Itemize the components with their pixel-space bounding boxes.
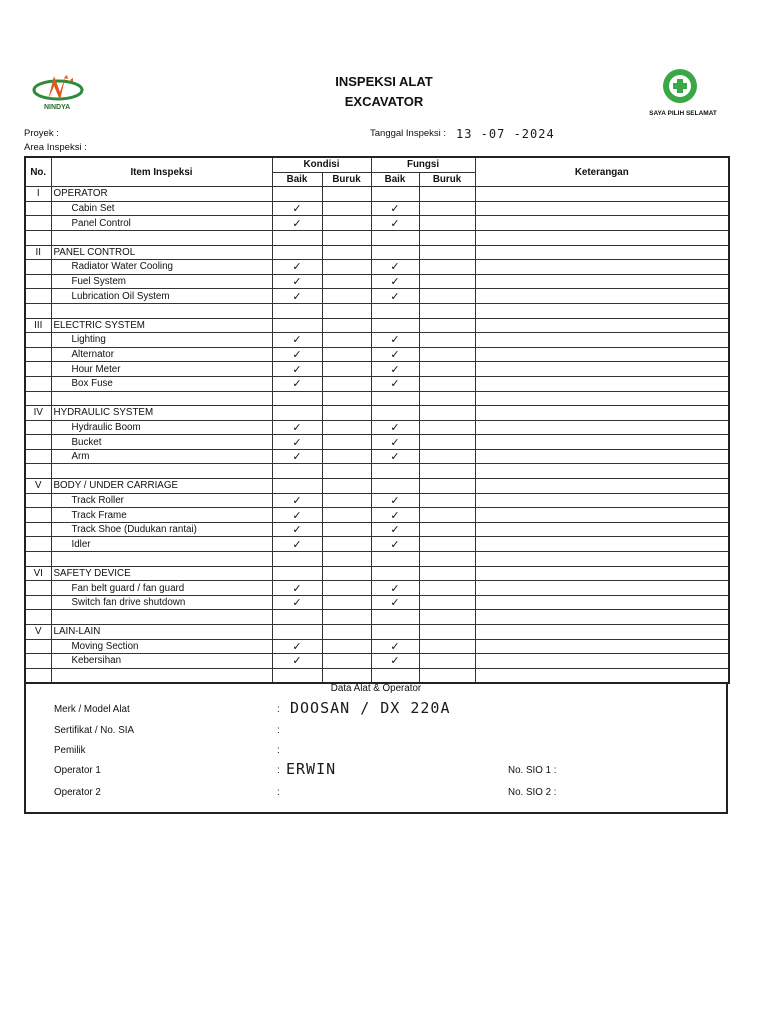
check-mark-icon: ✓	[272, 654, 322, 669]
row-item	[51, 552, 272, 567]
kondisi-baik-cell	[272, 406, 322, 421]
kondisi-baik-cell	[272, 318, 322, 333]
header-kondisi-baik: Baik	[272, 172, 322, 187]
fungsi-buruk-cell	[419, 566, 475, 581]
form-title-line2: EXCAVATOR	[344, 94, 424, 109]
row-item: Radiator Water Cooling	[51, 260, 272, 275]
check-mark-icon: ✓	[371, 449, 419, 464]
row-keterangan	[475, 566, 729, 581]
kondisi-buruk-cell	[322, 347, 371, 362]
fungsi-buruk-cell	[419, 376, 475, 391]
blank-row	[25, 230, 729, 245]
check-mark-icon: ✓	[272, 260, 322, 275]
header-fungsi-buruk: Buruk	[419, 172, 475, 187]
blank-row	[25, 303, 729, 318]
check-mark-icon: ✓	[272, 347, 322, 362]
check-mark-icon: ✓	[371, 654, 419, 669]
row-no: I	[25, 187, 51, 202]
row-item: Hydraulic Boom	[51, 420, 272, 435]
sertifikat-label: Sertifikat / No. SIA	[54, 725, 135, 736]
operator2-label: Operator 2	[54, 787, 101, 798]
fungsi-baik-cell	[371, 464, 419, 479]
kondisi-buruk-cell	[322, 581, 371, 596]
fungsi-buruk-cell	[419, 187, 475, 202]
fungsi-baik-cell	[371, 245, 419, 260]
kondisi-baik-cell	[272, 391, 322, 406]
check-mark-icon: ✓	[371, 289, 419, 304]
row-keterangan	[475, 537, 729, 552]
table-row	[25, 654, 729, 669]
row-no: IV	[25, 406, 51, 421]
row-no	[25, 552, 51, 567]
fungsi-buruk-cell	[419, 201, 475, 216]
check-mark-icon: ✓	[371, 201, 419, 216]
row-keterangan	[475, 245, 729, 260]
check-mark-icon: ✓	[371, 581, 419, 596]
row-item: Cabin Set	[51, 201, 272, 216]
kondisi-buruk-cell	[322, 376, 371, 391]
row-keterangan	[475, 654, 729, 669]
fungsi-buruk-cell	[419, 362, 475, 377]
fungsi-buruk-cell	[419, 479, 475, 494]
row-item	[51, 303, 272, 318]
fungsi-baik-cell	[371, 230, 419, 245]
kondisi-baik-cell	[272, 566, 322, 581]
header-fungsi: Fungsi	[371, 157, 475, 172]
operator1-value: ERWIN	[286, 760, 337, 778]
row-keterangan	[475, 508, 729, 523]
row-no	[25, 303, 51, 318]
fungsi-buruk-cell	[419, 333, 475, 348]
header-keterangan: Keterangan	[475, 157, 729, 187]
kondisi-buruk-cell	[322, 289, 371, 304]
row-no	[25, 581, 51, 596]
fungsi-buruk-cell	[419, 595, 475, 610]
row-no	[25, 420, 51, 435]
check-mark-icon: ✓	[371, 216, 419, 231]
section-row	[25, 566, 729, 581]
check-mark-icon: ✓	[371, 639, 419, 654]
fungsi-buruk-cell	[419, 318, 475, 333]
check-mark-icon: ✓	[272, 333, 322, 348]
row-item	[51, 391, 272, 406]
kondisi-baik-cell	[272, 230, 322, 245]
row-keterangan	[475, 303, 729, 318]
row-keterangan	[475, 625, 729, 640]
kondisi-baik-cell	[272, 610, 322, 625]
check-mark-icon: ✓	[371, 595, 419, 610]
row-item: Hour Meter	[51, 362, 272, 377]
tanggal-label: Tanggal Inspeksi :	[370, 128, 447, 139]
inspection-table	[24, 156, 730, 684]
fungsi-baik-cell	[371, 479, 419, 494]
header-kondisi-buruk: Buruk	[322, 172, 371, 187]
safety-logo-text: SAYA PILIH SELAMAT	[649, 110, 717, 117]
kondisi-buruk-cell	[322, 522, 371, 537]
section-row	[25, 318, 729, 333]
table-row	[25, 362, 729, 377]
row-item: Track Frame	[51, 508, 272, 523]
fungsi-buruk-cell	[419, 216, 475, 231]
kondisi-buruk-cell	[322, 230, 371, 245]
row-no	[25, 230, 51, 245]
row-keterangan	[475, 274, 729, 289]
row-keterangan	[475, 595, 729, 610]
kondisi-buruk-cell	[322, 493, 371, 508]
data-alat-section	[24, 682, 728, 814]
fungsi-buruk-cell	[419, 347, 475, 362]
row-no	[25, 216, 51, 231]
table-row	[25, 435, 729, 450]
kondisi-buruk-cell	[322, 245, 371, 260]
row-no	[25, 595, 51, 610]
row-no: V	[25, 625, 51, 640]
row-keterangan	[475, 362, 729, 377]
row-item	[51, 230, 272, 245]
row-keterangan	[475, 464, 729, 479]
kondisi-buruk-cell	[322, 537, 371, 552]
fungsi-baik-cell	[371, 406, 419, 421]
fungsi-buruk-cell	[419, 581, 475, 596]
check-mark-icon: ✓	[371, 347, 419, 362]
sio1-label: No. SIO 1 :	[508, 765, 557, 776]
blank-row	[25, 552, 729, 567]
header-kondisi: Kondisi	[272, 157, 371, 172]
table-row	[25, 639, 729, 654]
fungsi-buruk-cell	[419, 552, 475, 567]
fungsi-buruk-cell	[419, 420, 475, 435]
row-item: OPERATOR	[51, 187, 272, 202]
table-row	[25, 581, 729, 596]
proyek-label: Proyek :	[24, 128, 59, 139]
row-keterangan	[475, 333, 729, 348]
row-no	[25, 610, 51, 625]
area-inspeksi-label: Area Inspeksi :	[24, 142, 87, 153]
check-mark-icon: ✓	[272, 449, 322, 464]
table-row	[25, 595, 729, 610]
row-no	[25, 537, 51, 552]
kondisi-buruk-cell	[322, 391, 371, 406]
check-mark-icon: ✓	[371, 522, 419, 537]
table-row	[25, 449, 729, 464]
kondisi-buruk-cell	[322, 610, 371, 625]
row-keterangan	[475, 420, 729, 435]
table-row	[25, 201, 729, 216]
row-keterangan	[475, 522, 729, 537]
row-item: HYDRAULIC SYSTEM	[51, 406, 272, 421]
row-no	[25, 493, 51, 508]
row-item: Switch fan drive shutdown	[51, 595, 272, 610]
check-mark-icon: ✓	[272, 595, 322, 610]
fungsi-buruk-cell	[419, 508, 475, 523]
row-item: BODY / UNDER CARRIAGE	[51, 479, 272, 494]
row-no	[25, 362, 51, 377]
row-no	[25, 376, 51, 391]
pemilik-label: Pemilik	[54, 745, 86, 756]
kondisi-baik-cell	[272, 245, 322, 260]
fungsi-buruk-cell	[419, 406, 475, 421]
check-mark-icon: ✓	[371, 435, 419, 450]
row-item: Track Shoe (Dudukan rantai)	[51, 522, 272, 537]
table-row	[25, 522, 729, 537]
fungsi-buruk-cell	[419, 449, 475, 464]
row-no	[25, 464, 51, 479]
row-keterangan	[475, 230, 729, 245]
row-keterangan	[475, 449, 729, 464]
row-item: SAFETY DEVICE	[51, 566, 272, 581]
pemilik-colon: :	[277, 745, 280, 756]
sio2-label: No. SIO 2 :	[508, 787, 557, 798]
row-keterangan	[475, 610, 729, 625]
row-keterangan	[475, 479, 729, 494]
table-row	[25, 216, 729, 231]
check-mark-icon: ✓	[272, 581, 322, 596]
fungsi-baik-cell	[371, 303, 419, 318]
table-row	[25, 420, 729, 435]
row-keterangan	[475, 406, 729, 421]
kondisi-buruk-cell	[322, 201, 371, 216]
section-row	[25, 625, 729, 640]
row-item: Kebersihan	[51, 654, 272, 669]
kondisi-buruk-cell	[322, 406, 371, 421]
row-keterangan	[475, 201, 729, 216]
row-keterangan	[475, 639, 729, 654]
fungsi-buruk-cell	[419, 639, 475, 654]
row-keterangan	[475, 347, 729, 362]
row-item: Fuel System	[51, 274, 272, 289]
row-no	[25, 391, 51, 406]
operator1-colon: :	[277, 765, 280, 776]
kondisi-buruk-cell	[322, 274, 371, 289]
row-no	[25, 449, 51, 464]
row-no	[25, 274, 51, 289]
row-no: VI	[25, 566, 51, 581]
blank-row	[25, 610, 729, 625]
section-row	[25, 245, 729, 260]
fungsi-buruk-cell	[419, 435, 475, 450]
form-title-line1: INSPEKSI ALAT	[335, 74, 433, 89]
row-keterangan	[475, 216, 729, 231]
fungsi-buruk-cell	[419, 245, 475, 260]
operator2-colon: :	[277, 787, 280, 798]
row-no	[25, 333, 51, 348]
fungsi-buruk-cell	[419, 289, 475, 304]
header-fungsi-baik: Baik	[371, 172, 419, 187]
row-item: LAIN-LAIN	[51, 625, 272, 640]
row-item: Moving Section	[51, 639, 272, 654]
row-item: Bucket	[51, 435, 272, 450]
row-item: Track Roller	[51, 493, 272, 508]
fungsi-buruk-cell	[419, 654, 475, 669]
check-mark-icon: ✓	[371, 420, 419, 435]
kondisi-baik-cell	[272, 187, 322, 202]
row-item: Alternator	[51, 347, 272, 362]
kondisi-buruk-cell	[322, 625, 371, 640]
table-row	[25, 508, 729, 523]
kondisi-buruk-cell	[322, 595, 371, 610]
blank-row	[25, 391, 729, 406]
fungsi-baik-cell	[371, 610, 419, 625]
check-mark-icon: ✓	[272, 216, 322, 231]
kondisi-baik-cell	[272, 479, 322, 494]
fungsi-buruk-cell	[419, 464, 475, 479]
row-item	[51, 464, 272, 479]
section-row	[25, 479, 729, 494]
fungsi-baik-cell	[371, 566, 419, 581]
fungsi-baik-cell	[371, 552, 419, 567]
table-row	[25, 289, 729, 304]
blank-row	[25, 464, 729, 479]
check-mark-icon: ✓	[272, 537, 322, 552]
row-keterangan	[475, 493, 729, 508]
kondisi-baik-cell	[272, 625, 322, 640]
row-item	[51, 610, 272, 625]
merk-value: DOOSAN / DX 220A	[290, 699, 451, 717]
fungsi-baik-cell	[371, 187, 419, 202]
kondisi-buruk-cell	[322, 552, 371, 567]
check-mark-icon: ✓	[272, 639, 322, 654]
kondisi-buruk-cell	[322, 420, 371, 435]
kondisi-buruk-cell	[322, 303, 371, 318]
kondisi-buruk-cell	[322, 362, 371, 377]
check-mark-icon: ✓	[272, 508, 322, 523]
check-mark-icon: ✓	[272, 201, 322, 216]
check-mark-icon: ✓	[371, 260, 419, 275]
kondisi-buruk-cell	[322, 654, 371, 669]
fungsi-buruk-cell	[419, 522, 475, 537]
kondisi-buruk-cell	[322, 216, 371, 231]
table-row	[25, 260, 729, 275]
kondisi-baik-cell	[272, 552, 322, 567]
section-row	[25, 406, 729, 421]
check-mark-icon: ✓	[272, 274, 322, 289]
table-row	[25, 376, 729, 391]
check-mark-icon: ✓	[272, 362, 322, 377]
row-item: Lubrication Oil System	[51, 289, 272, 304]
row-no	[25, 435, 51, 450]
row-keterangan	[475, 552, 729, 567]
fungsi-buruk-cell	[419, 230, 475, 245]
row-item: ELECTRIC SYSTEM	[51, 318, 272, 333]
row-no	[25, 639, 51, 654]
kondisi-buruk-cell	[322, 464, 371, 479]
kondisi-buruk-cell	[322, 639, 371, 654]
check-mark-icon: ✓	[371, 508, 419, 523]
nindya-logo-text: NINDYA	[44, 104, 71, 111]
row-keterangan	[475, 391, 729, 406]
table-row	[25, 274, 729, 289]
operator1-label: Operator 1	[54, 765, 101, 776]
row-keterangan	[475, 187, 729, 202]
kondisi-buruk-cell	[322, 318, 371, 333]
row-keterangan	[475, 260, 729, 275]
check-mark-icon: ✓	[371, 333, 419, 348]
fungsi-baik-cell	[371, 318, 419, 333]
kondisi-buruk-cell	[322, 187, 371, 202]
row-no	[25, 508, 51, 523]
fungsi-baik-cell	[371, 391, 419, 406]
row-item: Lighting	[51, 333, 272, 348]
check-mark-icon: ✓	[272, 420, 322, 435]
check-mark-icon: ✓	[272, 376, 322, 391]
kondisi-buruk-cell	[322, 479, 371, 494]
row-item: Arm	[51, 449, 272, 464]
header-item-inspeksi: Item Inspeksi	[51, 157, 272, 187]
fungsi-buruk-cell	[419, 303, 475, 318]
row-no	[25, 289, 51, 304]
section-row	[25, 187, 729, 202]
check-mark-icon: ✓	[371, 537, 419, 552]
check-mark-icon: ✓	[272, 289, 322, 304]
safety-logo	[648, 66, 718, 122]
check-mark-icon: ✓	[272, 435, 322, 450]
kondisi-buruk-cell	[322, 508, 371, 523]
row-no	[25, 347, 51, 362]
merk-colon: :	[277, 704, 280, 715]
row-no	[25, 654, 51, 669]
check-mark-icon: ✓	[272, 493, 322, 508]
tanggal-value: 13 -07 -2024	[456, 127, 555, 141]
table-row	[25, 347, 729, 362]
row-keterangan	[475, 318, 729, 333]
kondisi-buruk-cell	[322, 449, 371, 464]
check-mark-icon: ✓	[371, 362, 419, 377]
data-alat-heading: Data Alat & Operator	[330, 683, 422, 694]
row-no: II	[25, 245, 51, 260]
check-mark-icon: ✓	[272, 522, 322, 537]
kondisi-buruk-cell	[322, 566, 371, 581]
row-no: III	[25, 318, 51, 333]
row-item: PANEL CONTROL	[51, 245, 272, 260]
kondisi-buruk-cell	[322, 260, 371, 275]
kondisi-baik-cell	[272, 303, 322, 318]
check-mark-icon: ✓	[371, 376, 419, 391]
kondisi-buruk-cell	[322, 333, 371, 348]
header-no: No.	[25, 157, 51, 187]
row-item: Fan belt guard / fan guard	[51, 581, 272, 596]
fungsi-buruk-cell	[419, 493, 475, 508]
kondisi-baik-cell	[272, 464, 322, 479]
fungsi-buruk-cell	[419, 391, 475, 406]
fungsi-buruk-cell	[419, 625, 475, 640]
row-keterangan	[475, 376, 729, 391]
check-mark-icon: ✓	[371, 493, 419, 508]
fungsi-buruk-cell	[419, 537, 475, 552]
table-row	[25, 537, 729, 552]
fungsi-buruk-cell	[419, 274, 475, 289]
row-item: Idler	[51, 537, 272, 552]
fungsi-buruk-cell	[419, 610, 475, 625]
row-no	[25, 201, 51, 216]
fungsi-buruk-cell	[419, 260, 475, 275]
row-keterangan	[475, 435, 729, 450]
table-row	[25, 493, 729, 508]
row-no	[25, 260, 51, 275]
row-no	[25, 522, 51, 537]
check-mark-icon: ✓	[371, 274, 419, 289]
row-keterangan	[475, 581, 729, 596]
row-keterangan	[475, 289, 729, 304]
kondisi-buruk-cell	[322, 435, 371, 450]
row-item: Panel Control	[51, 216, 272, 231]
table-row	[25, 333, 729, 348]
row-item: Box Fuse	[51, 376, 272, 391]
sertifikat-colon: :	[277, 725, 280, 736]
merk-label: Merk / Model Alat	[54, 704, 130, 715]
row-no: V	[25, 479, 51, 494]
fungsi-baik-cell	[371, 625, 419, 640]
